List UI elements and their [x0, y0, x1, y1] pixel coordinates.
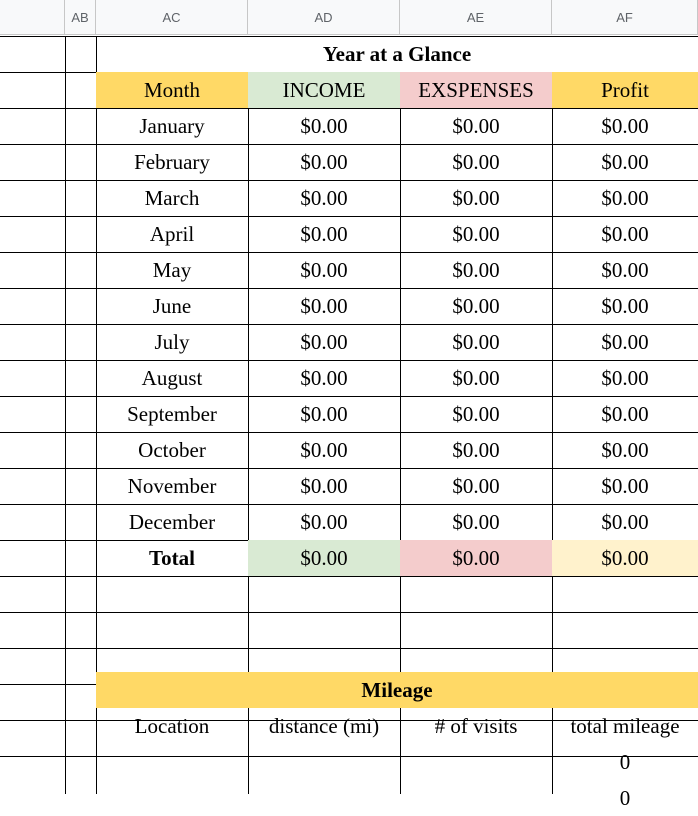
cell-profit[interactable]: $0.00	[601, 401, 649, 426]
header-expenses[interactable]: EXSPENSES	[400, 72, 552, 108]
cell-income[interactable]: $0.00	[300, 257, 348, 282]
cell-expenses[interactable]: $0.00	[452, 113, 500, 138]
cell-expenses[interactable]: $0.00	[452, 329, 500, 354]
cell-month[interactable]: April	[149, 221, 195, 246]
cell-expenses[interactable]: $0.00	[452, 365, 500, 390]
mileage-cell-location[interactable]	[96, 780, 248, 816]
mileage-header-visits[interactable]: # of visits	[434, 713, 518, 738]
cell-expenses[interactable]: $0.00	[452, 509, 500, 534]
cell-month[interactable]: May	[152, 257, 192, 282]
cell-profit[interactable]: $0.00	[601, 293, 649, 318]
column-header-af[interactable]: AF	[552, 0, 698, 35]
cell-profit[interactable]: $0.00	[601, 221, 649, 246]
cell-month[interactable]: July	[154, 329, 190, 354]
cell-expenses[interactable]: $0.00	[452, 257, 500, 282]
cell-profit[interactable]: $0.00	[601, 149, 649, 174]
cell-income[interactable]: $0.00	[300, 509, 348, 534]
cell-profit[interactable]: $0.00	[601, 473, 649, 498]
column-header-ae[interactable]: AE	[400, 0, 552, 35]
total-label[interactable]: Total	[149, 545, 195, 570]
cell-income[interactable]: $0.00	[300, 401, 348, 426]
cell-profit[interactable]: $0.00	[601, 437, 649, 462]
cell-expenses[interactable]: $0.00	[452, 149, 500, 174]
row-border	[0, 576, 698, 577]
cell-month[interactable]: June	[152, 293, 192, 318]
cell-expenses[interactable]: $0.00	[452, 473, 500, 498]
total-profit[interactable]: $0.00	[552, 540, 698, 576]
year-at-a-glance-title[interactable]: Year at a Glance	[322, 41, 472, 66]
cell-month[interactable]: March	[144, 185, 200, 210]
cell-profit[interactable]: $0.00	[601, 329, 649, 354]
cell-income[interactable]: $0.00	[300, 149, 348, 174]
mileage-title[interactable]: Mileage	[96, 672, 698, 708]
header-profit[interactable]: Profit	[552, 72, 698, 108]
cell-income[interactable]: $0.00	[300, 329, 348, 354]
column-header-ab[interactable]: AB	[65, 0, 96, 35]
row-border	[0, 648, 698, 649]
cell-month[interactable]: October	[138, 437, 206, 462]
row-border	[0, 612, 698, 613]
cell-income[interactable]: $0.00	[300, 221, 348, 246]
cell-expenses[interactable]: $0.00	[452, 185, 500, 210]
cell-month[interactable]: August	[141, 365, 203, 390]
cell-income[interactable]: $0.00	[300, 437, 348, 462]
total-expenses[interactable]: $0.00	[400, 540, 552, 576]
cell-income[interactable]: $0.00	[300, 293, 348, 318]
column-header-ad[interactable]: AD	[248, 0, 400, 35]
cell-profit[interactable]: $0.00	[601, 365, 649, 390]
cell-profit[interactable]: $0.00	[601, 185, 649, 210]
cell-income[interactable]: $0.00	[300, 113, 348, 138]
cell-month[interactable]: February	[134, 149, 210, 174]
mileage-cell-distance[interactable]	[248, 744, 400, 780]
column-header-ac[interactable]: AC	[96, 0, 248, 35]
mileage-cell-total[interactable]: 0	[619, 785, 631, 810]
mileage-cell-total[interactable]: 0	[619, 749, 631, 774]
cell-month[interactable]: November	[127, 473, 217, 498]
mileage-cell-visits[interactable]	[400, 780, 552, 816]
column-border	[65, 36, 66, 794]
total-income[interactable]: $0.00	[248, 540, 400, 576]
cell-expenses[interactable]: $0.00	[452, 437, 500, 462]
cell-income[interactable]: $0.00	[300, 473, 348, 498]
column-header-blank	[0, 0, 65, 35]
mileage-cell-location[interactable]	[96, 744, 248, 780]
cell-expenses[interactable]: $0.00	[452, 293, 500, 318]
cell-month[interactable]: January	[139, 113, 205, 138]
cell-income[interactable]: $0.00	[300, 185, 348, 210]
cell-month[interactable]: December	[128, 509, 216, 534]
mileage-header-distance[interactable]: distance (mi)	[268, 713, 380, 738]
mileage-cell-visits[interactable]	[400, 744, 552, 780]
cell-expenses[interactable]: $0.00	[452, 401, 500, 426]
cell-profit[interactable]: $0.00	[601, 257, 649, 282]
header-month[interactable]: Month	[96, 72, 248, 108]
cell-income[interactable]: $0.00	[300, 365, 348, 390]
cell-profit[interactable]: $0.00	[601, 113, 649, 138]
mileage-cell-distance[interactable]	[248, 780, 400, 816]
mileage-header-location[interactable]: Location	[134, 713, 210, 738]
cell-profit[interactable]: $0.00	[601, 509, 649, 534]
header-income[interactable]: INCOME	[248, 72, 400, 108]
cell-expenses[interactable]: $0.00	[452, 221, 500, 246]
cell-month[interactable]: September	[127, 401, 217, 426]
mileage-header-total[interactable]: total mileage	[570, 713, 680, 738]
